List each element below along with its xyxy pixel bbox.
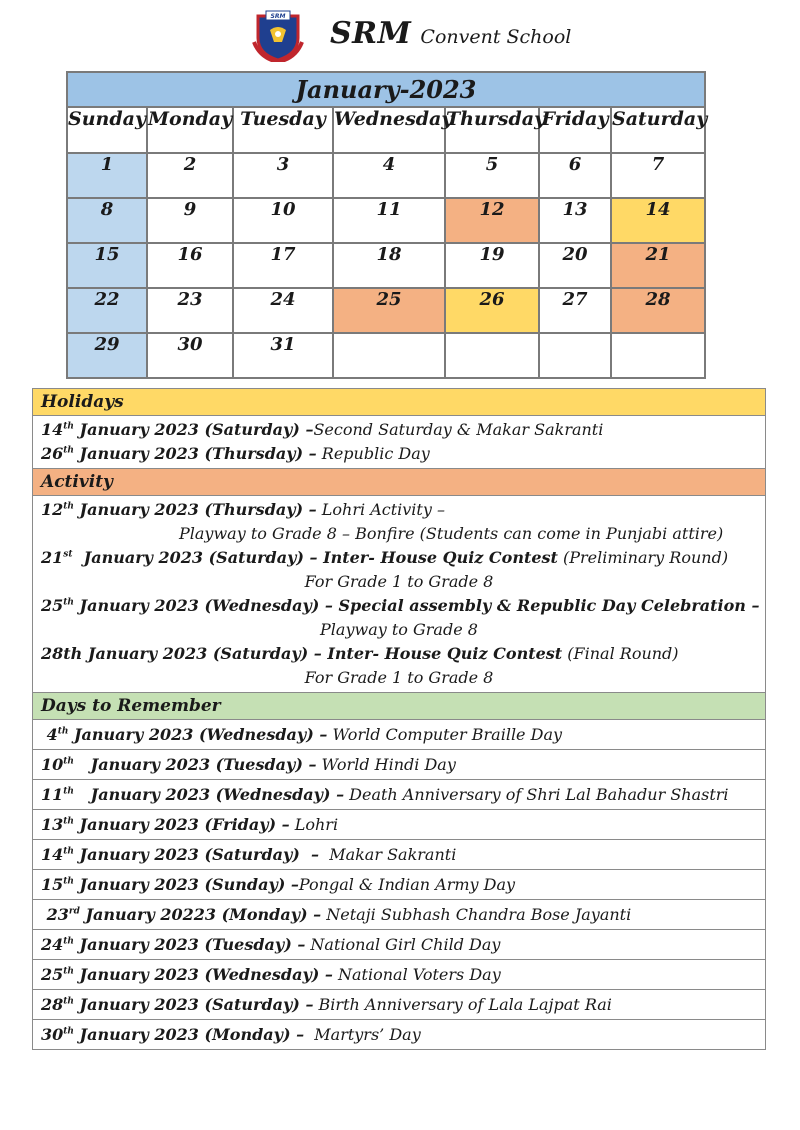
remember-item: 14th January 2023 (Saturday) – Makar Sakranti — [33, 840, 766, 870]
holidays-heading: Holidays — [33, 389, 766, 416]
activity-item-detail: For Grade 1 to Grade 8 — [304, 572, 494, 591]
day-name-wednesday: Wednesday — [333, 107, 445, 153]
activity-item: 21st January 2023 (Saturday) – Inter- House Quiz Contest (Preliminary Round) — [41, 548, 729, 567]
activity-item: 12th January 2023 (Thursday) – Lohri Activity – — [41, 500, 445, 519]
date-cell: 9 — [147, 198, 233, 243]
remember-item: 23rd January 20223 (Monday) – Netaji Subhash Chandra Bose Jayanti — [33, 900, 766, 930]
date-cell-empty — [539, 333, 611, 378]
date-cell: 23 — [147, 288, 233, 333]
date-cell: 15 — [67, 243, 147, 288]
day-name-saturday: Saturday — [611, 107, 705, 153]
date-cell-holiday: 26 — [445, 288, 539, 333]
days-to-remember-heading: Days to Remember — [33, 693, 766, 720]
week-row — [67, 153, 705, 198]
date-cell: 3 — [233, 153, 333, 198]
remember-item: 13th January 2023 (Friday) – Lohri — [33, 810, 766, 840]
school-crest-icon — [252, 8, 304, 62]
date-cell-empty — [333, 333, 445, 378]
week-row — [67, 333, 705, 378]
activity-list — [33, 496, 766, 693]
activity-item-detail: Playway to Grade 8 – Bonfire (Students can come in Punjabi attire) — [179, 524, 724, 543]
holiday-item: 26th January 2023 (Thursday) – Republic Day — [41, 444, 430, 463]
activity-item: 25th January 2023 (Wednesday) – Special assembly & Republic Day Celebration – — [41, 596, 760, 615]
date-cell-activity: 12 — [445, 198, 539, 243]
activity-item-detail: For Grade 1 to Grade 8 — [304, 668, 494, 687]
day-name-friday: Friday — [539, 107, 611, 153]
remember-item: 28th January 2023 (Saturday) – Birth Anniversary of Lala Lajpat Rai — [33, 990, 766, 1020]
date-cell: 6 — [539, 153, 611, 198]
date-cell: 27 — [539, 288, 611, 333]
remember-item: 4th January 2023 (Wednesday) – World Computer Braille Day — [33, 720, 766, 750]
calendar-title: January-2023 — [67, 72, 705, 107]
week-row — [67, 243, 705, 288]
date-cell-empty — [445, 333, 539, 378]
remember-item: 15th January 2023 (Sunday) –Pongal & Indian Army Day — [33, 870, 766, 900]
date-cell: 29 — [67, 333, 147, 378]
date-cell: 16 — [147, 243, 233, 288]
date-cell: 7 — [611, 153, 705, 198]
holidays-list — [33, 416, 766, 469]
school-name — [330, 16, 571, 51]
date-cell: 5 — [445, 153, 539, 198]
day-name-tuesday: Tuesday — [233, 107, 333, 153]
date-cell: 20 — [539, 243, 611, 288]
date-cell: 2 — [147, 153, 233, 198]
date-cell: 17 — [233, 243, 333, 288]
logo-text: SRM — [270, 13, 286, 20]
date-cell: 31 — [233, 333, 333, 378]
day-names-row — [67, 107, 705, 153]
date-cell: 24 — [233, 288, 333, 333]
date-cell: 4 — [333, 153, 445, 198]
date-cell: 19 — [445, 243, 539, 288]
date-cell: 18 — [333, 243, 445, 288]
activity-heading: Activity — [33, 469, 766, 496]
date-cell: 8 — [67, 198, 147, 243]
remember-item: 11th January 2023 (Wednesday) – Death Anniversary of Shri Lal Bahadur Shastri — [33, 780, 766, 810]
school-name-sub: Convent School — [420, 26, 572, 48]
week-row — [67, 288, 705, 333]
day-name-monday: Monday — [147, 107, 233, 153]
date-cell: 22 — [67, 288, 147, 333]
events-table — [32, 388, 766, 1050]
days-to-remember-list — [33, 720, 766, 1050]
remember-item: 25th January 2023 (Wednesday) – National Voters Day — [33, 960, 766, 990]
date-cell-empty — [611, 333, 705, 378]
day-name-thursday: Thursday — [445, 107, 539, 153]
page-header — [0, 6, 800, 62]
remember-item: 24th January 2023 (Tuesday) – National Girl Child Day — [33, 930, 766, 960]
date-cell-activity: 28 — [611, 288, 705, 333]
calendar-table — [66, 71, 706, 379]
holiday-item: 14th January 2023 (Saturday) –Second Saturday & Makar Sakranti — [41, 420, 604, 439]
date-cell-activity: 21 — [611, 243, 705, 288]
activity-item-detail: Playway to Grade 8 — [320, 620, 478, 639]
date-cell: 11 — [333, 198, 445, 243]
date-cell-activity: 25 — [333, 288, 445, 333]
day-name-sunday: Sunday — [67, 107, 147, 153]
week-row — [67, 198, 705, 243]
date-cell: 13 — [539, 198, 611, 243]
date-cell: 1 — [67, 153, 147, 198]
school-name-main: SRM — [330, 16, 412, 51]
date-cell-holiday: 14 — [611, 198, 705, 243]
remember-item: 10th January 2023 (Tuesday) – World Hindi Day — [33, 750, 766, 780]
activity-item: 28th January 2023 (Saturday) – Inter- House Quiz Contest (Final Round) — [41, 644, 679, 663]
date-cell: 10 — [233, 198, 333, 243]
remember-item: 30th January 2023 (Monday) – Martyrs’ Day — [33, 1020, 766, 1050]
date-cell: 30 — [147, 333, 233, 378]
